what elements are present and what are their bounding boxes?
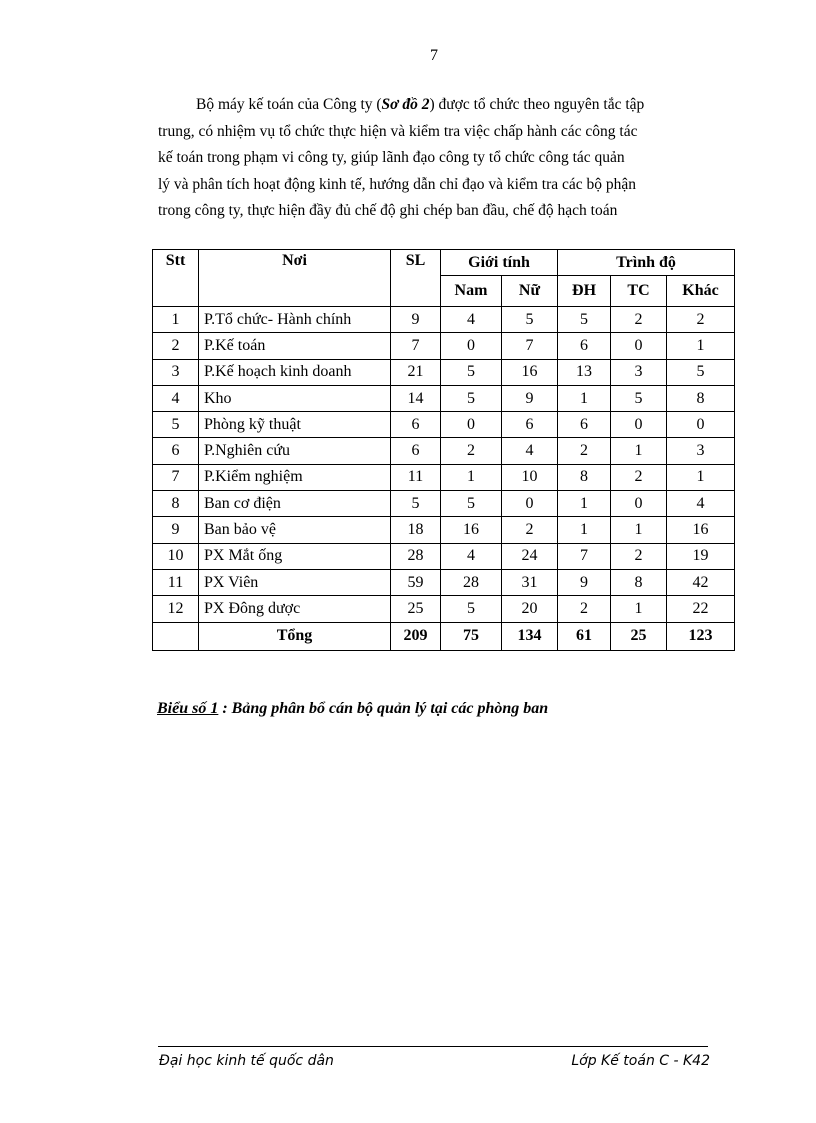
cell-sl: 6 — [391, 438, 441, 464]
cell-tc: 0 — [611, 412, 667, 438]
cell-female: 6 — [502, 412, 558, 438]
cell-other: 2 — [667, 307, 735, 333]
cell-other: 22 — [667, 596, 735, 622]
cell-sl: 11 — [391, 464, 441, 490]
cell-other: 1 — [667, 333, 735, 359]
table-body — [153, 307, 735, 651]
cell-stt: 9 — [153, 517, 199, 543]
paragraph-line: trung, có nhiệm vụ tổ chức thực hiện và kiểm tra việc chấp hành các công tác — [158, 122, 638, 140]
cell-stt: 10 — [153, 543, 199, 569]
cell-other: 3 — [667, 438, 735, 464]
footer-class: Lớp Kế toán C - K42 — [571, 1053, 710, 1069]
cell-male: 4 — [441, 307, 502, 333]
header-male: Nam — [441, 276, 502, 307]
cell-tc: 1 — [611, 596, 667, 622]
cell-female: 20 — [502, 596, 558, 622]
header-tc: TC — [611, 276, 667, 307]
cell-male: 2 — [441, 438, 502, 464]
header-level: Trình độ — [558, 250, 735, 276]
cell-sl: 209 — [391, 622, 441, 650]
cell-sl: 59 — [391, 569, 441, 595]
cell-tc: 2 — [611, 307, 667, 333]
cell-dh: 7 — [558, 543, 611, 569]
cell-place: Kho — [199, 385, 391, 411]
body-paragraph — [158, 92, 718, 225]
cell-sl: 9 — [391, 307, 441, 333]
cell-female: 4 — [502, 438, 558, 464]
cell-tc: 1 — [611, 517, 667, 543]
cell-male: 1 — [441, 464, 502, 490]
cell-stt: 12 — [153, 596, 199, 622]
cell-male: 4 — [441, 543, 502, 569]
cell-stt — [153, 622, 199, 650]
cell-dh: 8 — [558, 464, 611, 490]
header-other: Khác — [667, 276, 735, 307]
table-total-row — [153, 622, 735, 650]
caption-label: Biểu số 1 — [157, 700, 219, 717]
cell-stt: 6 — [153, 438, 199, 464]
cell-stt: 3 — [153, 359, 199, 385]
cell-female: 2 — [502, 517, 558, 543]
cell-place: Ban cơ điện — [199, 491, 391, 517]
cell-stt: 5 — [153, 412, 199, 438]
table-row — [153, 464, 735, 490]
cell-dh: 9 — [558, 569, 611, 595]
cell-stt: 1 — [153, 307, 199, 333]
cell-tc: 0 — [611, 333, 667, 359]
cell-sl: 18 — [391, 517, 441, 543]
header-sl: SL — [391, 250, 441, 307]
cell-sl: 25 — [391, 596, 441, 622]
cell-place: Tổng — [199, 622, 391, 650]
cell-other: 16 — [667, 517, 735, 543]
footer-university: Đại học kinh tế quốc dân — [159, 1053, 334, 1069]
paragraph-text: ) được tổ chức theo nguyên tắc tập — [429, 96, 645, 113]
cell-dh: 2 — [558, 438, 611, 464]
cell-place: P.Kế hoạch kinh doanh — [199, 359, 391, 385]
cell-sl: 14 — [391, 385, 441, 411]
cell-female: 10 — [502, 464, 558, 490]
cell-sl: 7 — [391, 333, 441, 359]
paragraph-line: trong công ty, thực hiện đầy đủ chế độ ghi chép ban đầu, chế độ hạch toán — [158, 202, 618, 219]
cell-sl: 5 — [391, 491, 441, 517]
paragraph-text: Bộ máy kế toán của Công ty ( — [196, 96, 382, 113]
cell-female: 31 — [502, 569, 558, 595]
cell-female: 5 — [502, 307, 558, 333]
table-row — [153, 491, 735, 517]
cell-tc: 1 — [611, 438, 667, 464]
cell-stt: 2 — [153, 333, 199, 359]
cell-male: 5 — [441, 491, 502, 517]
cell-place: PX Mắt ống — [199, 543, 391, 569]
cell-tc: 5 — [611, 385, 667, 411]
cell-female: 16 — [502, 359, 558, 385]
cell-dh: 1 — [558, 517, 611, 543]
page-number: 7 — [430, 47, 438, 64]
cell-place: P.Tổ chức- Hành chính — [199, 307, 391, 333]
cell-female: 134 — [502, 622, 558, 650]
table-row — [153, 385, 735, 411]
cell-place: PX Viên — [199, 569, 391, 595]
cell-male: 5 — [441, 385, 502, 411]
caption-text: : Bảng phân bổ cán bộ quản lý tại các phòng ban — [218, 700, 549, 717]
paragraph-line — [158, 92, 718, 119]
cell-other: 1 — [667, 464, 735, 490]
table-row — [153, 307, 735, 333]
cell-dh: 5 — [558, 307, 611, 333]
cell-male: 0 — [441, 412, 502, 438]
cell-other: 19 — [667, 543, 735, 569]
table-row — [153, 438, 735, 464]
table-row — [153, 412, 735, 438]
cell-male: 5 — [441, 596, 502, 622]
cell-female: 0 — [502, 491, 558, 517]
cell-place: Phòng kỹ thuật — [199, 412, 391, 438]
cell-other: 123 — [667, 622, 735, 650]
cell-place: P.Kế toán — [199, 333, 391, 359]
table-row — [153, 359, 735, 385]
cell-male: 75 — [441, 622, 502, 650]
cell-dh: 6 — [558, 412, 611, 438]
table-row — [153, 569, 735, 595]
table-row — [153, 517, 735, 543]
cell-female: 24 — [502, 543, 558, 569]
cell-tc: 3 — [611, 359, 667, 385]
cell-dh: 1 — [558, 385, 611, 411]
cell-other: 4 — [667, 491, 735, 517]
header-dh: ĐH — [558, 276, 611, 307]
cell-stt: 7 — [153, 464, 199, 490]
cell-tc: 2 — [611, 543, 667, 569]
cell-other: 5 — [667, 359, 735, 385]
cell-place: P.Nghiên cứu — [199, 438, 391, 464]
cell-male: 16 — [441, 517, 502, 543]
cell-other: 42 — [667, 569, 735, 595]
cell-place: P.Kiểm nghiệm — [199, 464, 391, 490]
cell-tc: 2 — [611, 464, 667, 490]
table-row — [153, 543, 735, 569]
table-caption — [157, 700, 548, 718]
cell-female: 7 — [502, 333, 558, 359]
cell-stt: 11 — [153, 569, 199, 595]
table-header-row — [153, 250, 735, 276]
cell-dh: 13 — [558, 359, 611, 385]
cell-dh: 61 — [558, 622, 611, 650]
header-stt: Stt — [153, 250, 199, 307]
cell-tc: 0 — [611, 491, 667, 517]
cell-sl: 6 — [391, 412, 441, 438]
cell-tc: 8 — [611, 569, 667, 595]
cell-male: 0 — [441, 333, 502, 359]
header-gender: Giới tính — [441, 250, 558, 276]
staff-allocation-table — [152, 249, 735, 651]
cell-stt: 4 — [153, 385, 199, 411]
cell-dh: 2 — [558, 596, 611, 622]
table-row — [153, 333, 735, 359]
cell-dh: 6 — [558, 333, 611, 359]
cell-male: 5 — [441, 359, 502, 385]
cell-sl: 28 — [391, 543, 441, 569]
header-female: Nữ — [502, 276, 558, 307]
diagram-reference: Sơ đồ 2 — [381, 96, 430, 113]
cell-other: 0 — [667, 412, 735, 438]
footer-divider — [158, 1046, 708, 1047]
cell-tc: 25 — [611, 622, 667, 650]
cell-stt: 8 — [153, 491, 199, 517]
table-row — [153, 596, 735, 622]
paragraph-line: lý và phân tích hoạt động kinh tế, hướng dẫn chỉ đạo và kiểm tra các bộ phận — [158, 175, 637, 193]
cell-place: Ban bảo vệ — [199, 517, 391, 543]
cell-male: 28 — [441, 569, 502, 595]
cell-other: 8 — [667, 385, 735, 411]
cell-female: 9 — [502, 385, 558, 411]
cell-sl: 21 — [391, 359, 441, 385]
header-place: Nơi — [199, 250, 391, 307]
cell-dh: 1 — [558, 491, 611, 517]
paragraph-line: kế toán trong phạm vi công ty, giúp lãnh đạo công ty tổ chức công tác quản — [158, 149, 625, 166]
cell-place: PX Đông dược — [199, 596, 391, 622]
